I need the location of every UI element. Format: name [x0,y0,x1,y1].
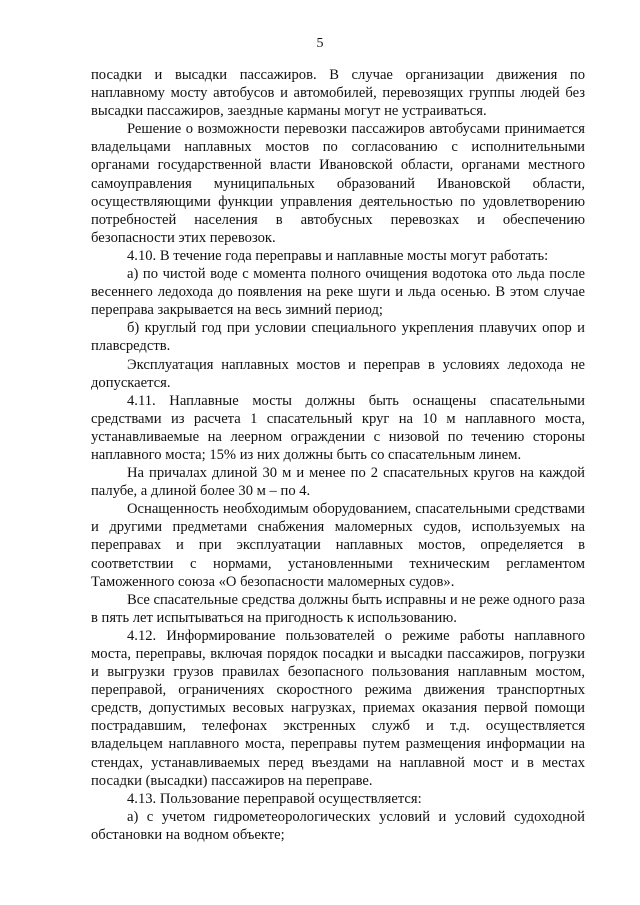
paragraph-lifesaving-tests: Все спасательные средства должны быть исправны и не реже одного раза в пять лет испытываться на пригодность к использованию. [91,591,586,626]
paragraph-4-10-a: а) по чистой воде с момента полного очищения водотока ото льда после весеннего ледохода до появления на реке шуги и льда осенью. В этом случае переправа закрывается на весь зимний период; [91,266,585,319]
paragraph-equipment: Оснащенность необходимым оборудованием, спасательными средствами и другими предметами снабжения маломерных судов, используемых на переправах и при эксплуатации наплавных мостов, определяется в соответствии с нормами, установленными техническим регламентом Таможенного союза «О безопасности маломерных судов». [91,501,585,590]
paragraph-ice-drift: Эксплуатация наплавных мостов и переправ в условиях ледохода не допускается. [91,356,585,391]
paragraph-4-10: 4.10. В течение года переправы и наплавные мосты могут работать: [127,247,549,264]
paragraph-4-13-a: а) с учетом гидрометеорологических условий и условий судоходной обстановки на водном объекте; [91,808,585,843]
paragraph-4-12: 4.12. Информирование пользователей о режиме работы наплавного моста, переправы, включая порядок посадки и высадки пассажиров, погрузки и выгрузки грузов правилах безопасного пользования наплавным мостом, переправой, ограничениях скоростного режима движения транспортных средств, допустимых весовых нагрузках, приемах оказания первой помощи пострадавшим, телефонах экстренных служб и т.д. осуществляется владельцем наплавного моста, переправы путем размещения информации на стендах, устанавливаемых перед въездами на наплавной мост и в местах посадки (высадки) пассажиров на переправе. [91,627,585,789]
paragraph-4-13: 4.13. Пользование переправой осуществляется: [127,790,422,807]
paragraph-piers: На причалах длиной 30 м и менее по 2 спасательных кругов на каждой палубе, а длиной более 30 м – по 4. [91,465,585,500]
paragraph-bus-decision: Решение о возможности перевозки пассажиров автобусами принимается владельцами наплавных мостов по согласованию с исполнительными органами государственной власти Ивановской области, органами местного самоуправления муниципальных образований Ивановской области, осуществляющими функции управления деятельностью по удовлетворению потребностей населения в автобусных перевозках и обеспечению безопасности этих перевозок. [91,121,585,246]
document-body [91,66,585,844]
paragraph-continuation: посадки и высадки пассажиров. В случае организации движения по наплавному мосту автобусов и автомобилей, перевозящих группы людей без высадки пассажиров, заездные карманы могут не устраиваться. [91,67,585,120]
page-number: 5 [316,36,324,51]
paragraph-4-10-b: б) круглый год при условии специального укрепления плавучих опор и плавсредств. [91,320,585,355]
paragraph-4-11: 4.11. Наплавные мосты должны быть оснащены спасательными средствами из расчета 1 спасательный круг на 10 м наплавного моста, устанавливаемые на леерном ограждении с низовой по течению стороны наплавного моста; 15% из них должны быть со спасательным линем. [91,392,585,463]
